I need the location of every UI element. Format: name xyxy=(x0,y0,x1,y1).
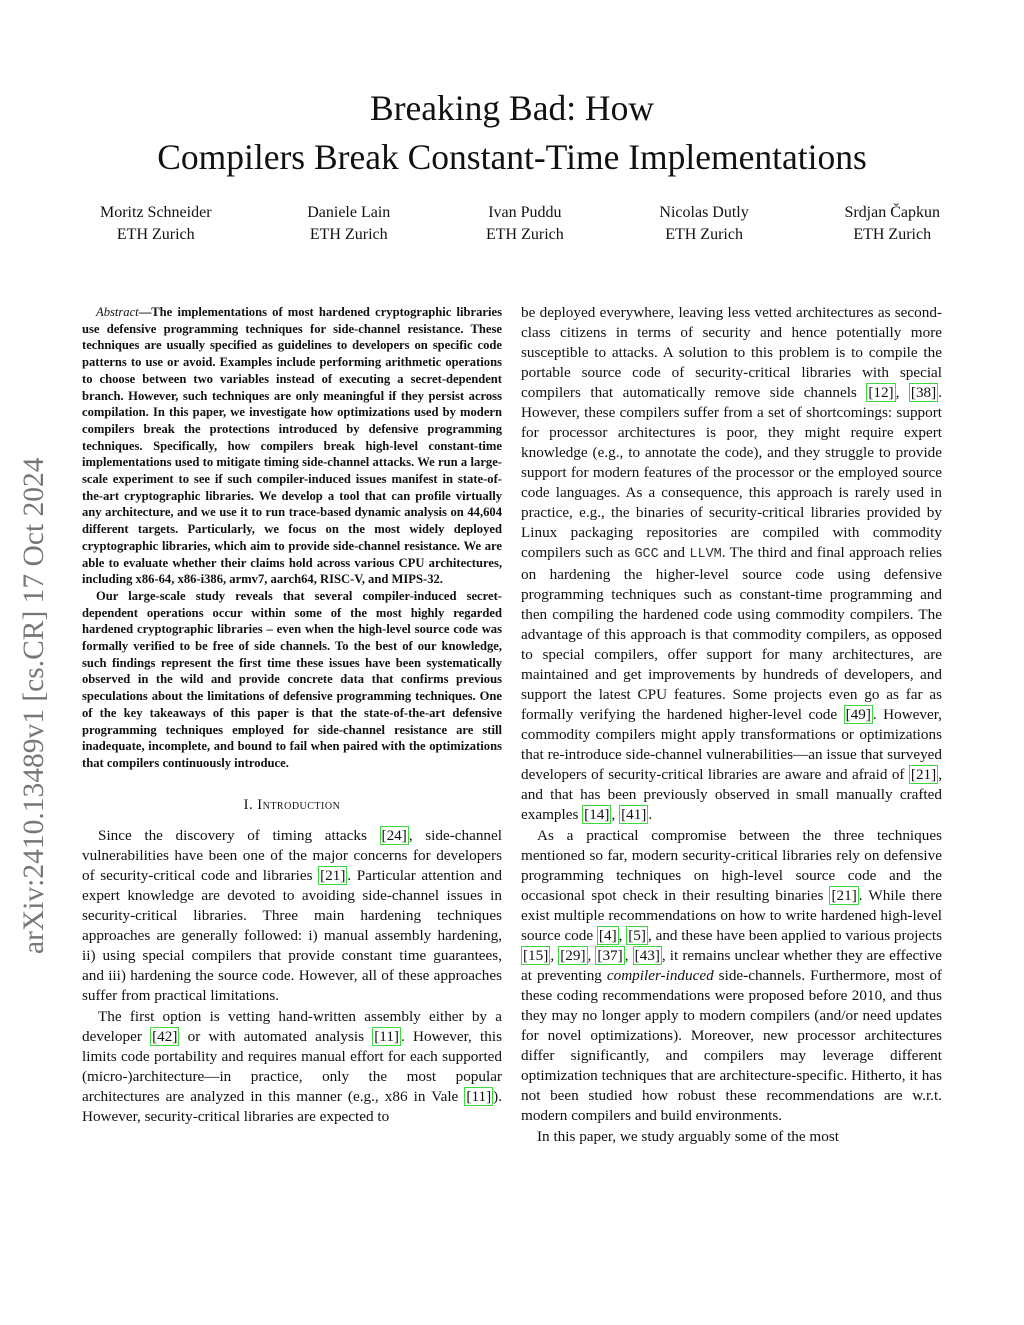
citation-link[interactable]: [12] xyxy=(868,384,894,401)
text-run: be deployed everywhere, leaving less vetted architectures as second-class citizens in terms of security and hence potentially more susceptible to attacks. A solution to this problem is to compile the portable source code of security-critical libraries with special compilers that automatically remove side channels xyxy=(521,304,942,401)
text-run: , side-channel vulnerabilities have been one of the major concerns for developers of security-critical code and libraries xyxy=(82,826,502,884)
abstract-paragraph-2: Our large-scale study reveals that several compiler-induced secret-dependent operations occur within some of the most highly regarded hardened cryptographic libraries – even when the high-level source code was formally verified to be free of side channels. To the best of our knowledge, such findings represent the first time these issues have been systematically observed in the wild and provide concrete data that confirms previous speculations about the limitations of defensive programming techniques. One of the key takeaways of this paper is that the state-of-the-art defensive programming techniques employed for side-channel resistance are still inadequate, incomplete, and bound to fail when paired with the optimizations that compilers continuously introduce. xyxy=(82,588,502,770)
intro-paragraph-1 xyxy=(82,826,502,1006)
text-run: ). However, security-critical libraries are expected to xyxy=(82,1087,502,1125)
citation-link[interactable]: [29] xyxy=(560,947,586,964)
author-block xyxy=(307,202,390,246)
title-line-2: Compilers Break Constant-Time Implementations xyxy=(157,137,867,177)
title-line-1: Breaking Bad: How xyxy=(370,88,654,128)
citation-link[interactable]: [11] xyxy=(374,1027,399,1045)
section-title: Introduction xyxy=(257,796,341,813)
intro-body xyxy=(82,826,502,1127)
text-run: side-channels. Furthermore, most of these coding recommendations were proposed before 2010, and thus they may no longer apply to modern compilers (and/or need updates for novel optimizations). Moreover, new processor architectures differ significantly, and compilers may leverage different optimization techniques that are architecture-specific. Hitherto, it has not been studied how robust these recommendations are w.r.t. modern compilers and build environments. xyxy=(521,967,942,1124)
citation-link[interactable]: [24] xyxy=(381,826,407,844)
author-name: Ivan Puddu xyxy=(488,204,562,221)
author-name: Srdjan Čapkun xyxy=(844,204,940,221)
right-paragraph-2 xyxy=(521,826,942,1126)
citation-link[interactable]: [43] xyxy=(634,947,660,964)
author-affiliation: ETH Zurich xyxy=(309,226,388,243)
intro-paragraph-2 xyxy=(82,1007,502,1127)
text-run: , and these have been applied to various projects xyxy=(647,927,942,944)
right-paragraph-3: In this paper, we study arguably some of the most xyxy=(537,1128,839,1145)
text-run: . However, these compilers suffer from a set of shortcomings: support for processor architectures is poor, they might require expert knowledge (e.g., to annotate the code), and they struggle to provide support for modern features of the processor or the employed source code languages. As a consequence, this approach is rarely used in practice, e.g., the binaries of security-critical libraries provided by Linux packaging repositories are compiled with commodity compilers such as xyxy=(521,384,943,561)
right-column xyxy=(521,303,942,1147)
author-affiliation: ETH Zurich xyxy=(665,226,743,243)
citation-link[interactable]: [37] xyxy=(597,947,623,964)
author-list xyxy=(100,202,940,246)
citation-link[interactable]: [21] xyxy=(320,866,346,884)
citation-link[interactable]: [38] xyxy=(910,384,937,401)
author-block xyxy=(844,202,940,246)
author-affiliation: ETH Zurich xyxy=(485,226,564,243)
citation-link[interactable]: [41] xyxy=(621,806,647,823)
text-run: , and that has been previously observed in small manually crafted examples xyxy=(521,766,942,823)
author-name: Moritz Schneider xyxy=(100,204,212,221)
text-run: , xyxy=(611,806,620,823)
abstract xyxy=(82,304,502,772)
code-llvm: LLVM xyxy=(689,547,722,562)
text-run: . However, this limits code portability and requires manual effort for each supported (micro-)architecture—in practice, only the most popular architectures are analyzed in this manner (e.g., x86 in Vale xyxy=(82,1027,502,1105)
citation-link[interactable]: [49] xyxy=(845,706,871,723)
text-run: . However, commodity compilers might apply transformations or optimizations that re-introduce side-channel vulnerabilities—an issue that surveyed developers of security-critical libraries are aware and afraid of xyxy=(521,706,942,783)
text-run: , xyxy=(587,947,596,964)
abstract-paragraph-1: Abstract—The implementations of most hardened cryptographic libraries use defensive programming techniques for side-channel resistance. These techniques are usually specified as guidelines to developers on specific code patterns to use or avoid. Examples include performing arithmetic operations to choose between two variables instead of executing a secret-dependent branch. However, such techniques are only meaningful if they persist across compilation. In this paper, we investigate how optimizations used by modern compilers break the protections introduced by defensive programming techniques. Specifically, how compilers break high-level constant-time implementations used to mitigate timing side-channel attacks. We run a large-scale experiment to see if such compiler-induced issues manifest in state-of-the-art cryptographic libraries. We develop a tool that can profile virtually any architecture, and we use it to run trace-based dynamic analysis on 44,604 different targets. Particularly, we focus on the most widely deployed cryptographic libraries, which aim to provide side-channel resistance. We are able to evaluate whether their claims hold across various CPU architectures, including x86-64, x86-i386, armv7, aarch64, RISC-V, and MIPS-32. xyxy=(82,305,502,587)
author-name: Nicolas Dutly xyxy=(659,204,749,221)
author-block xyxy=(100,202,212,246)
text-run: Since the discovery of timing attacks xyxy=(98,826,380,844)
text-run: , xyxy=(618,927,627,944)
abstract-label: Abstract xyxy=(96,305,139,319)
section-heading xyxy=(82,797,502,814)
text-run: . Particular attention and expert knowledge are devoted to avoiding side-channel issues in security-critical libraries. Three main hardening techniques approaches are generally followed: i) manual assembly hardening, ii) using special compilers that provide constant time guarantees, and iii) hardening the source code. However, all of these approaches suffer from practical limitations. xyxy=(82,866,503,1004)
text-run: The first option is vetting hand-written assembly either by a developer xyxy=(82,1007,502,1045)
citation-link[interactable]: [5] xyxy=(628,927,646,944)
citation-link[interactable]: [21] xyxy=(910,766,937,783)
right-paragraph-1 xyxy=(521,303,942,825)
text-run: . While there exist multiple recommendations on how to write hardened high-level source code xyxy=(521,887,943,944)
paper-title xyxy=(0,84,1024,182)
text-run: , xyxy=(550,947,559,964)
citation-link[interactable]: [4] xyxy=(598,927,617,944)
abstract-text-1: The implementations of most hardened cryptographic libraries use defensive programming techniques for side-channel resistance. These techniques are usually specified as guidelines to developers on specific code patterns to use or avoid. Examples include performing arithmetic operations to choose between two variables instead of executing a secret-dependent branch. However, such techniques are only meaningful if they persist across compilation. In this paper, we investigate how optimizations used by modern compilers break the protections introduced by defensive programming techniques. Specifically, how compilers break high-level constant-time implementations used to mitigate timing side-channel attacks. We run a large-scale experiment to see if such compiler-induced issues manifest in state-of-the-art cryptographic libraries. We develop a tool that can profile virtually any architecture, and we use it to run trace-based dynamic analysis on 44,604 different targets. Particularly, we focus on the most widely deployed cryptographic libraries, which aim to provide side-channel resistance. We are able to evaluate whether their claims hold across various CPU architectures, including x86-64, x86-i386, armv7, aarch64, RISC-V, and MIPS-32. xyxy=(82,305,502,587)
text-run: As a practical compromise between the three techniques mentioned so far, modern security-critical libraries rely on defensive programming techniques on high-level source code and the occasional spot check in their resulting binaries xyxy=(521,827,942,904)
arxiv-stamp: arXiv:2410.13489v1 [cs.CR] 17 Oct 2024 xyxy=(18,457,50,954)
author-block xyxy=(659,202,748,246)
citation-link[interactable]: [11] xyxy=(466,1087,492,1105)
code-gcc: GCC xyxy=(634,547,659,562)
author-affiliation: ETH Zurich xyxy=(116,226,195,243)
author-name: Daniele Lain xyxy=(307,204,391,221)
section-number: I. xyxy=(243,796,254,813)
text-run: or with automated analysis xyxy=(179,1027,373,1045)
text-run: , xyxy=(624,947,633,964)
left-column xyxy=(82,304,502,1128)
author-block xyxy=(486,202,564,246)
citation-link[interactable]: [14] xyxy=(584,806,610,823)
text-run: . xyxy=(648,806,653,823)
text-run: . The third and final approach relies on hardening the higher-level source code using defensive programming techniques such as constant-time programming and then compiling the hardened code using commodity compilers. The advantage of this approach is that commodity compilers, as opposed to special compilers, offer support for many architectures, are maintained and get improvements by hundreds of developers, and support the latest CPU features. Some projects even go as far as formally verifying the hardened higher-level code xyxy=(521,544,942,723)
citation-link[interactable]: [21] xyxy=(831,887,857,904)
emphasis-text: compiler-induced xyxy=(606,967,714,984)
citation-link[interactable]: [15] xyxy=(523,947,549,964)
text-run: and xyxy=(658,544,690,561)
text-run: , xyxy=(895,384,909,401)
text-run: , it remains unclear whether they are effective at preventing xyxy=(521,947,942,984)
citation-link[interactable]: [42] xyxy=(152,1027,178,1045)
author-affiliation: ETH Zurich xyxy=(853,226,932,243)
